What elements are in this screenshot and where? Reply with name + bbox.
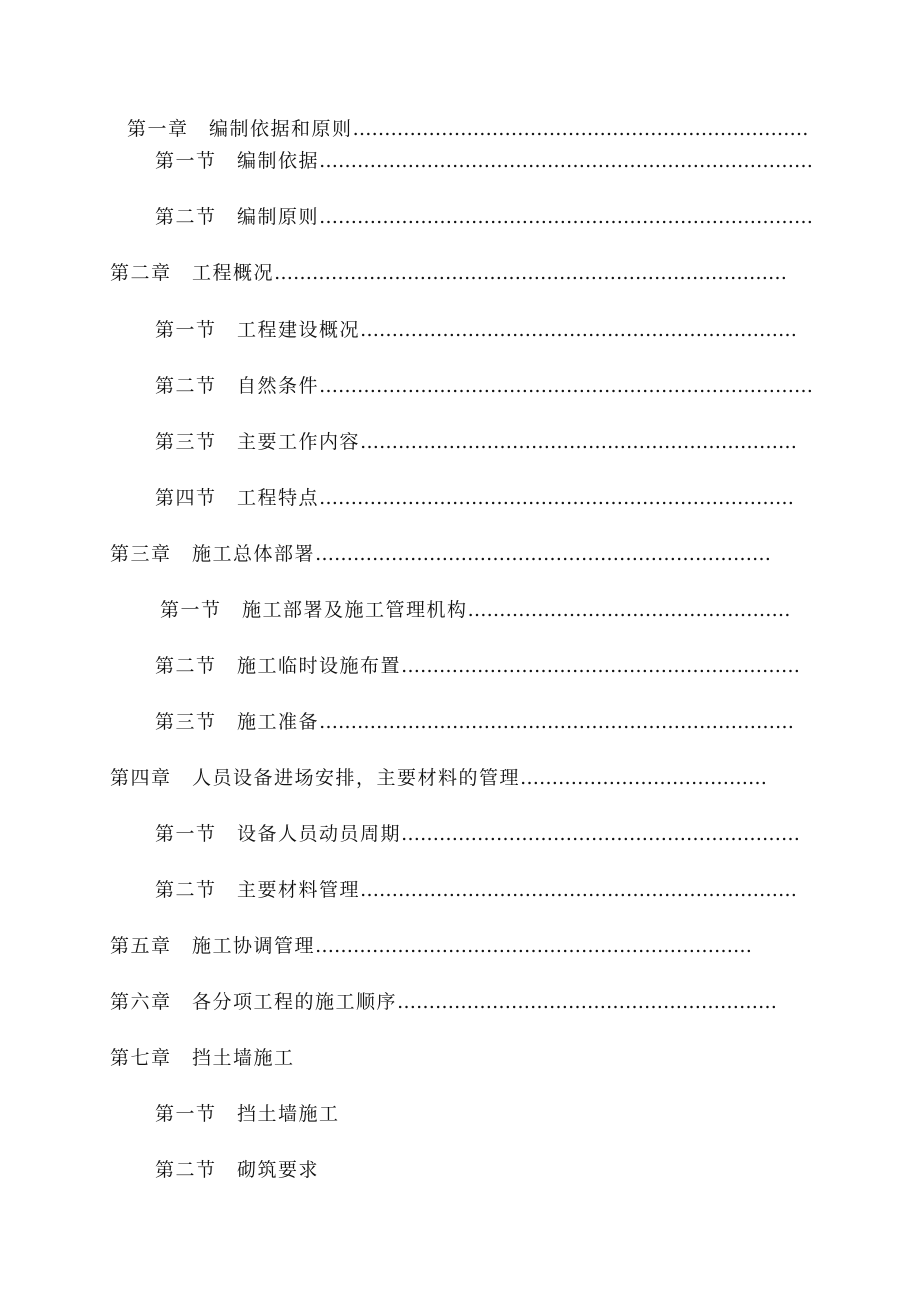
- toc-leader-dots: ……………………………………………………………………: [319, 150, 814, 172]
- toc-number: 第四节: [155, 487, 217, 509]
- toc-title: 工程特点: [237, 487, 320, 509]
- toc-entry-chapter-4: [110, 765, 767, 791]
- toc-entry-chapter-5: [110, 933, 752, 959]
- toc-title: 施工临时设施布置: [237, 655, 402, 677]
- toc-entry-section: [155, 1157, 319, 1183]
- toc-leader-dots: …………………………………………………………………: [319, 711, 795, 733]
- toc-entry-section: [155, 373, 813, 399]
- toc-entry-section: [155, 709, 794, 735]
- toc-number: 第一章: [127, 118, 189, 140]
- toc-number: 第一节: [155, 823, 217, 845]
- toc-title: 各分项工程的施工顺序: [192, 991, 398, 1013]
- toc-number: 第六章: [110, 991, 172, 1013]
- toc-title: 人员设备进场安排，主要材料的管理: [192, 767, 521, 789]
- toc-entry-section: [155, 429, 797, 455]
- toc-entry-section: [155, 204, 813, 230]
- toc-entry-section: [155, 148, 813, 174]
- toc-number: 第二节: [155, 655, 217, 677]
- toc-entry-section: [155, 485, 794, 511]
- toc-number: 第二章: [110, 262, 172, 284]
- toc-leader-dots: ……………………………………………………………: [360, 319, 798, 341]
- toc-title: 施工部署及施工管理机构: [242, 599, 468, 621]
- toc-number: 第二节: [155, 879, 217, 901]
- toc-title: 编制原则: [237, 206, 320, 228]
- toc-title: 主要材料管理: [237, 879, 361, 901]
- toc-number: 第二节: [155, 206, 217, 228]
- toc-title: 自然条件: [237, 375, 320, 397]
- toc-entry-section: [155, 821, 800, 847]
- toc-title: 挡土墙施工: [192, 1047, 295, 1069]
- toc-leader-dots: ……………………………………………………………: [360, 879, 798, 901]
- toc-title: 主要工作内容: [237, 431, 361, 453]
- toc-title: 编制依据和原则: [209, 118, 353, 140]
- toc-leader-dots: ………………………………………………………………………: [274, 262, 788, 284]
- toc-number: 第二节: [155, 375, 217, 397]
- toc-entry-chapter-2: [110, 260, 787, 286]
- toc-entry-section: [155, 653, 800, 679]
- toc-title: 工程建设概况: [237, 319, 361, 341]
- toc-title: 砌筑要求: [237, 1159, 320, 1181]
- toc-title: 挡土墙施工: [237, 1103, 340, 1125]
- toc-title: 施工准备: [237, 711, 320, 733]
- toc-entry-chapter-7: [110, 1045, 295, 1071]
- toc-number: 第五章: [110, 935, 172, 957]
- toc-entry-chapter-6: [110, 989, 777, 1015]
- toc-leader-dots: ……………………………………………………: [397, 991, 778, 1013]
- toc-leader-dots: ……………………………………………………………: [315, 935, 753, 957]
- toc-leader-dots: …………………………………: [520, 767, 768, 789]
- toc-number: 第三章: [110, 543, 172, 565]
- toc-number: 第七章: [110, 1047, 172, 1069]
- toc-entry-section: [160, 597, 791, 623]
- toc-number: 第三节: [155, 431, 217, 453]
- toc-entry-section: [155, 877, 797, 903]
- toc-number: 第二节: [155, 1159, 217, 1181]
- toc-entry-chapter-1: [127, 116, 809, 142]
- toc-title: 工程概况: [192, 262, 275, 284]
- toc-leader-dots: ………………………………………………………: [401, 823, 801, 845]
- toc-leader-dots: …………………………………………………………………: [319, 487, 795, 509]
- toc-entry-chapter-3: [110, 541, 771, 567]
- toc-leader-dots: ………………………………………………………: [401, 655, 801, 677]
- toc-title: 编制依据: [237, 150, 320, 172]
- toc-leader-dots: ……………………………………………………………: [360, 431, 798, 453]
- toc-leader-dots: ………………………………………………………………: [315, 543, 772, 565]
- toc-number: 第一节: [160, 599, 222, 621]
- toc-title: 设备人员动员周期: [237, 823, 402, 845]
- toc-title: 施工协调管理: [192, 935, 316, 957]
- toc-title: 施工总体部署: [192, 543, 316, 565]
- toc-number: 第一节: [155, 319, 217, 341]
- toc-entry-section: [155, 317, 797, 343]
- toc-leader-dots: ……………………………………………………………………: [319, 206, 814, 228]
- toc-number: 第四章: [110, 767, 172, 789]
- toc-leader-dots: ……………………………………………………………………: [319, 375, 814, 397]
- toc-number: 第一节: [155, 1103, 217, 1125]
- toc-leader-dots: ……………………………………………: [467, 599, 791, 621]
- toc-number: 第三节: [155, 711, 217, 733]
- toc-number: 第一节: [155, 150, 217, 172]
- toc-leader-dots: ………………………………………………………………: [352, 118, 809, 140]
- toc-entry-section: [155, 1101, 340, 1127]
